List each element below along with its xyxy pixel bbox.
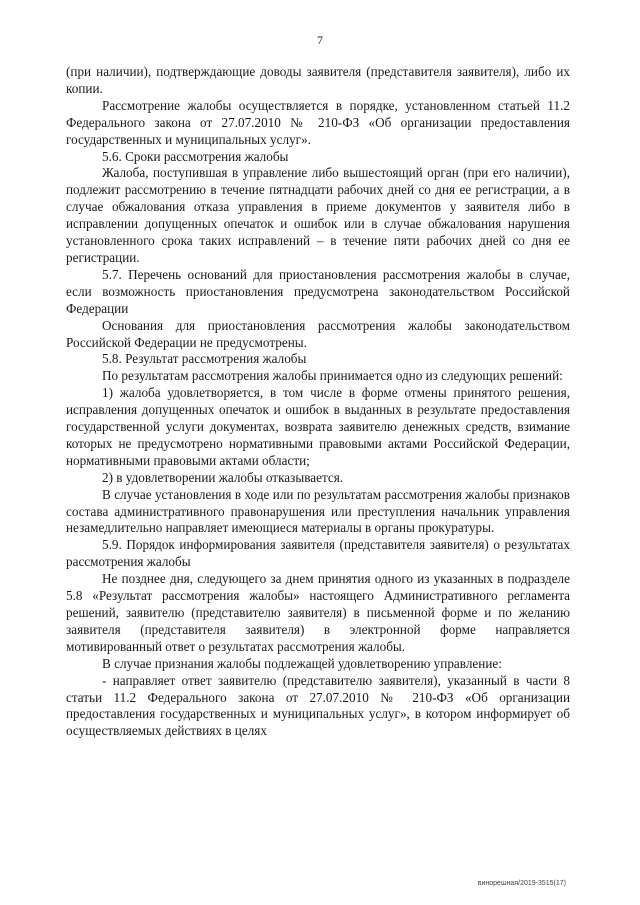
paragraph: Жалоба, поступившая в управление либо вышестоящий орган (при его наличии), подлежит рассмотрению в течение пятнадцати рабочих дней со дня ее регистрации, а в случае обжалования отказа управления в приеме документов у заявителя либо в исправлении допущенных опечаток и ошибок или в случае обжалования нарушения установленного срока таких исправлений – в течение пяти рабочих дней со дня ее регистрации. xyxy=(66,165,570,265)
paragraph: 5.8. Результат рассмотрения жалобы xyxy=(102,351,307,367)
paragraph: Не позднее дня, следующего за днем принятия одного из указанных в подразделе 5.8 «Результат рассмотрения жалобы» настоящего Административного регламента решений, заявителю (представителю заявителя) в письменной форме и по желанию заявителя (представителя заявителя) в электронной форме направляется мотивированный ответ о результатах рассмотрения жалобы. xyxy=(66,571,570,654)
paragraph: 5.6. Сроки рассмотрения жалобы xyxy=(102,148,289,164)
paragraph: 1) жалоба удовлетворяется, в том числе в форме отмены принятого решения, исправления допущенных опечаток и ошибок в выданных в результате предоставления государственной услуги документах, возврата заявителю денежных средств, взимание которых не предусмотрено нормативными правовыми актами Российской Федерации, нормативными правовыми актами области; xyxy=(66,385,570,468)
page-number: 7 xyxy=(317,33,323,47)
paragraph: (при наличии), подтверждающие доводы заявителя (представителя заявителя), либо их копии. xyxy=(66,64,570,96)
paragraph: 5.9. Порядок информирования заявителя (представителя заявителя) о результатах рассмотрения жалобы xyxy=(66,537,570,570)
paragraph: 5.7. Перечень оснований для приостановления рассмотрения жалобы в случае, если возможность приостановления предусмотрена законодательством Российской Федерации xyxy=(66,266,570,316)
document-body xyxy=(66,64,570,740)
paragraph: 2) в удовлетворении жалобы отказывается. xyxy=(102,469,344,485)
paragraph: В случае признания жалобы подлежащей удовлетворению управление: xyxy=(102,655,502,671)
paragraph: В случае установления в ходе или по результатам рассмотрения жалобы признаков состава административного правонарушения или преступления начальник управления незамедлительно направляет имеющиеся материалы в органы прокуратуры. xyxy=(66,486,570,536)
paragraph: Основания для приостановления рассмотрения жалобы законодательством Российской Федерации не предусмотрены. xyxy=(66,317,570,350)
paragraph: По результатам рассмотрения жалобы принимается одно из следующих решений: xyxy=(102,368,563,384)
paragraph: - направляет ответ заявителю (представителю заявителя), указанный в части 8 статьи 11.2 Федерального закона от 27.07.2010 № 210-ФЗ «Об организации предоставления государственных и муниципальных услуг», в котором информирует об осуществляемых действиях в целях xyxy=(66,672,570,739)
paragraph: Рассмотрение жалобы осуществляется в порядке, установленном статьей 11.2 Федерального закона от 27.07.2010 № 210-ФЗ «Об организации предоставления государственных и муниципальных услуг». xyxy=(66,97,570,147)
document-code: винорешная/2019-3515(17) xyxy=(477,880,566,887)
